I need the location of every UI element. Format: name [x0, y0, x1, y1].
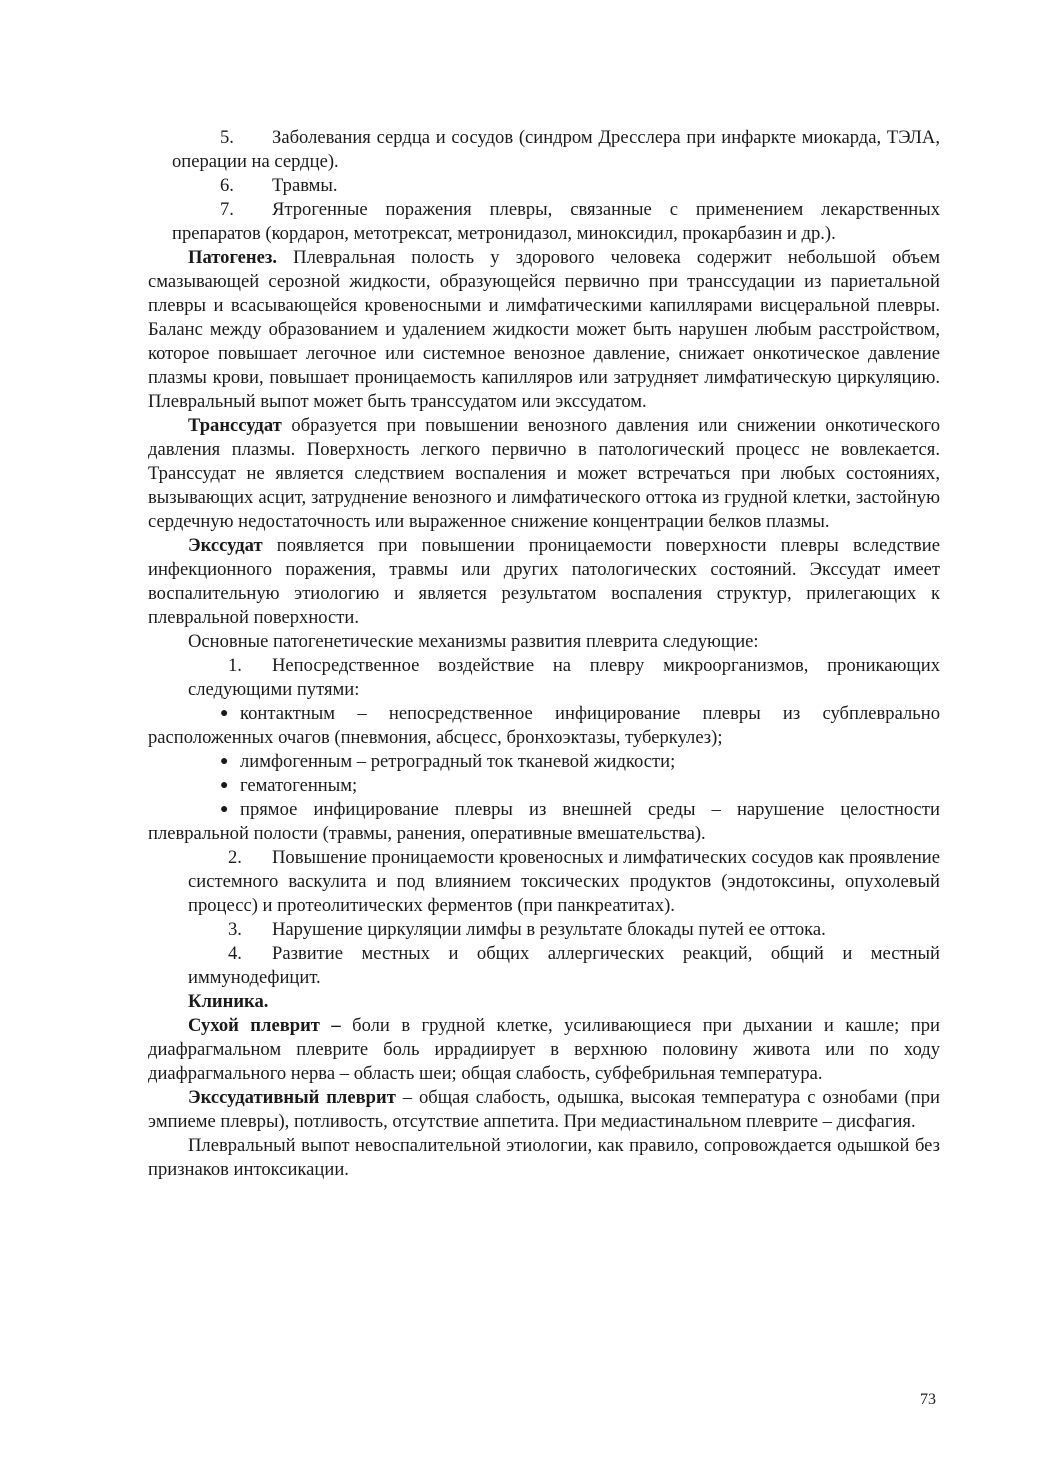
- list-number: 2.: [228, 847, 242, 868]
- bullet-text: прямое инфицирование плевры из внешней среды – нарушение целостности плевральной полости (травмы, ранения, оперативные вмешательства).: [148, 799, 940, 844]
- bullet-icon: ●: [220, 706, 229, 721]
- exudate-paragraph: [148, 534, 940, 630]
- exudative-pleurisy-text: – общая слабость, одышка, высокая температура с ознобами (при эмпиеме плевры), потливость, отсутствие аппетита. При медиастинальном плеврите – дисфагия.: [148, 1087, 940, 1132]
- list-text: Травмы.: [272, 175, 338, 196]
- page-number: 73: [920, 1391, 936, 1408]
- list-text: Повышение проницаемости кровеносных и лимфатических сосудов как проявление системного васкулита и под влиянием токсических продуктов (эндотоксины, опухолевый процесс) и протеолитических ферментов (при панкреатитах).: [188, 847, 940, 916]
- mechanism-item: [148, 942, 940, 990]
- bullet-text: гематогенным;: [240, 775, 358, 796]
- list-number: 7.: [220, 199, 234, 220]
- dry-pleurisy-term: Сухой плеврит –: [188, 1015, 341, 1036]
- list-item: [148, 174, 940, 198]
- pathogenesis-term: Патогенез.: [188, 247, 278, 268]
- clinic-heading: Клиника.: [188, 991, 269, 1012]
- exudative-pleurisy-term: Экссудативный плеврит: [188, 1087, 396, 1108]
- bullet-item: [148, 798, 940, 846]
- bullet-text: контактным – непосредственное инфицирование плевры из субплеврально расположенных очагов (пневмония, абсцесс, бронхоэктазы, туберкулез);: [148, 703, 940, 748]
- mechanism-item: [148, 654, 940, 702]
- bullet-item: [148, 750, 940, 774]
- pathogenesis-text: Плевральная полость у здорового человека содержит небольшой объем смазывающей серозной жидкости, образующейся первично при транссудации из париетальной плевры и всасывающейся кровеносными и лимфатическими капиллярами висцеральной плевры. Баланс между образованием и удалением жидкости может быть нарушен любым расстройством, которое повышает легочное или системное венозное давление, снижает онкотическое давление плазмы крови, повышает проницаемость капилляров или затрудняет лимфатическую циркуляцию. Плевральный выпот может быть транссудатом или экссудатом.: [148, 247, 940, 412]
- pathogenesis-paragraph: [148, 246, 940, 414]
- document-page: [148, 126, 940, 1182]
- list-number: 3.: [228, 919, 242, 940]
- exudate-text: появляется при повышении проницаемости поверхности плевры вследствие инфекционного поражения, травмы или других патологических состояний. Экссудат имеет воспалительную этиологию и является результатом воспаления структур, прилегающих к плевральной поверхности.: [148, 535, 940, 628]
- dry-pleurisy-text: боли в грудной клетке, усиливающиеся при дыхании и кашле; при диафрагмальном плеврите боль иррадиирует в верхнюю половину живота или по ходу диафрагмального нерва – область шеи; общая слабость, субфебрильная температура.: [148, 1015, 940, 1084]
- mechanisms-intro: Основные патогенетические механизмы развития плеврита следующие:: [188, 631, 759, 652]
- mechanism-item: [148, 846, 940, 918]
- bullet-item: [148, 702, 940, 750]
- bullet-text: лимфогенным – ретроградный ток тканевой жидкости;: [240, 751, 676, 772]
- list-text: Заболевания сердца и сосудов (синдром Дресслера при инфаркте миокарда, ТЭЛА, операции на сердце).: [172, 127, 940, 172]
- transudate-term: Транссудат: [188, 415, 282, 436]
- list-number: 6.: [220, 175, 234, 196]
- dry-pleurisy-paragraph: [148, 1014, 940, 1086]
- list-item: [148, 198, 940, 246]
- transudate-text: образуется при повышении венозного давления или снижении онкотического давления плазмы. Поверхность легкого первично в патологический процесс не вовлекается. Транссудат не является следствием воспаления и может встречаться при любых состояниях, вызывающих асцит, затруднение венозного и лимфатического оттока из грудной клетки, застойную сердечную недостаточность или выраженное снижение концентрации белков плазмы.: [148, 415, 940, 532]
- list-number: 5.: [220, 127, 234, 148]
- final-paragraph: Плевральный выпот невоспалительной этиологии, как правило, сопровождается одышкой без признаков интоксикации.: [148, 1135, 940, 1180]
- list-text: Развитие местных и общих аллергических реакций, общий и местный иммунодефицит.: [188, 943, 940, 988]
- list-number: 4.: [228, 943, 242, 964]
- list-text: Непосредственное воздействие на плевру микроорганизмов, проникающих следующими путями:: [188, 655, 940, 700]
- bullet-item: [148, 774, 940, 798]
- exudative-pleurisy-paragraph: [148, 1086, 940, 1134]
- list-text: Ятрогенные поражения плевры, связанные с применением лекарственных препаратов (кордарон, метотрексат, метронидазол, миноксидил, прокарбазин и др.).: [172, 199, 940, 244]
- transudate-paragraph: [148, 414, 940, 534]
- mechanism-item: [148, 918, 940, 942]
- bullet-icon: ●: [220, 778, 229, 793]
- list-text: Нарушение циркуляции лимфы в результате блокады путей ее оттока.: [272, 919, 826, 940]
- list-item: [148, 126, 940, 174]
- list-number: 1.: [228, 655, 242, 676]
- bullet-icon: ●: [220, 754, 229, 769]
- bullet-icon: ●: [220, 802, 229, 817]
- exudate-term: Экссудат: [188, 535, 263, 556]
